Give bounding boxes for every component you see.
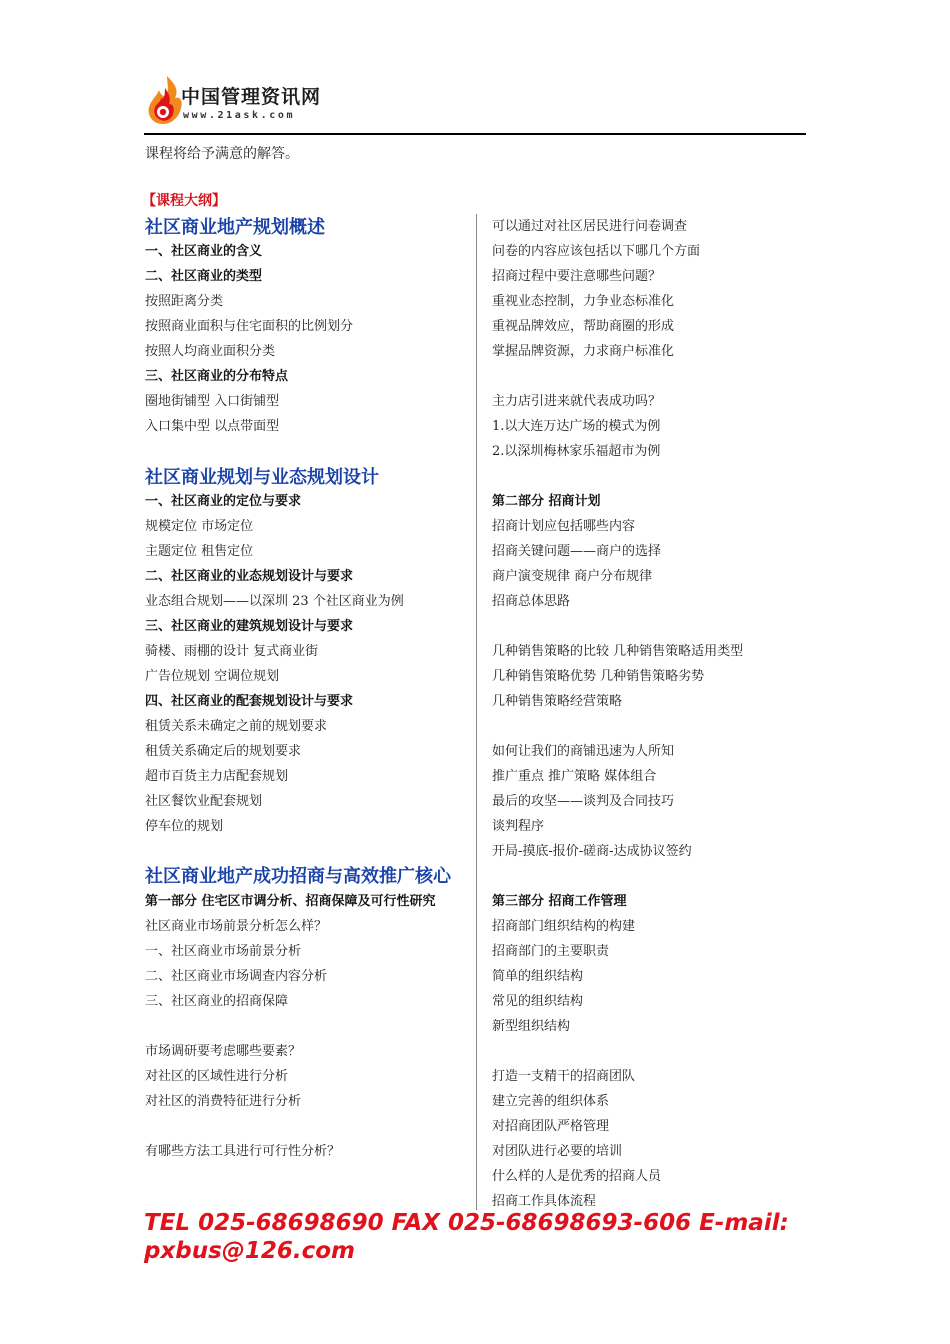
outline-item: 业态组合规划——以深圳 23 个社区商业为例 [145, 594, 404, 609]
outline-item: 新型组织结构 [492, 1019, 571, 1034]
outline-item: 租赁关系确定后的规划要求 [145, 744, 302, 759]
outline-item: 招商部门的主要职责 [492, 944, 610, 959]
logo-site-name: 中国管理资讯网 [181, 86, 322, 108]
spacer [145, 839, 463, 864]
subheading: 一、社区商业的含义 [145, 244, 263, 259]
outline-item: 市场调研要考虑哪些要素？ [145, 1044, 302, 1059]
outline-item: 规模定位 市场定位 [145, 519, 254, 534]
contact-footer: TEL 025-68698690 FAX 025-68698693-606 E-mail: pxbus@126.com [144, 1210, 789, 1264]
spacer [492, 714, 812, 739]
outline-item: 建立完善的组织体系 [492, 1094, 610, 1109]
outline-item: 招商总体思路 [492, 594, 571, 609]
spacer [492, 364, 812, 389]
subheading: 二、社区商业的类型 [145, 269, 263, 284]
outline-item: 问卷的内容应该包括以下哪几个方面 [492, 244, 701, 259]
outline-item: 最后的攻坚——谈判及合同技巧 [492, 794, 675, 809]
section-heading: 社区商业地产规划概述 [145, 217, 325, 238]
outline-item: 2.以深圳梅林家乐福超市为例 [492, 444, 661, 459]
outline-item: 掌握品牌资源，力求商户标准化 [492, 344, 675, 359]
outline-item: 几种销售策略优势 几种销售策略劣势 [492, 669, 705, 684]
spacer [492, 864, 812, 889]
outline-item: 租赁关系未确定之前的规划要求 [145, 719, 328, 734]
site-logo[interactable] [145, 74, 375, 132]
outline-item: 圈地街铺型 入口街铺型 [145, 394, 280, 409]
outline-item: 按照人均商业面积分类 [145, 344, 276, 359]
outline-item: 简单的组织结构 [492, 969, 584, 984]
subheading: 第一部分 住宅区市调分析、招商保障及可行性研究 [145, 894, 436, 909]
outline-left-column [145, 214, 463, 1164]
flame-logo-icon [145, 74, 185, 126]
outline-item: 推广重点 推广策略 媒体组合 [492, 769, 657, 784]
outline-item: 几种销售策略经营策略 [492, 694, 623, 709]
outline-item: 重视业态控制，力争业态标准化 [492, 294, 675, 309]
outline-item: 商户演变规律 商户分布规律 [492, 569, 653, 584]
outline-item: 停车位的规划 [145, 819, 224, 834]
outline-item: 谈判程序 [492, 819, 545, 834]
column-divider [476, 214, 477, 1210]
spacer [145, 1114, 463, 1139]
outline-item: 有哪些方法工具进行可行性分析？ [145, 1144, 341, 1159]
subheading: 第三部分 招商工作管理 [492, 894, 627, 909]
subheading: 二、社区商业的业态规划设计与要求 [145, 569, 354, 584]
outline-right-column [492, 214, 812, 1214]
outline-item: 一、社区商业市场前景分析 [145, 944, 302, 959]
outline-item: 主题定位 租售定位 [145, 544, 254, 559]
outline-item: 如何让我们的商铺迅速为人所知 [492, 744, 675, 759]
outline-item: 1.以大连万达广场的模式为例 [492, 419, 661, 434]
outline-item: 广告位规划 空调位规划 [145, 669, 280, 684]
outline-item: 社区餐饮业配套规划 [145, 794, 263, 809]
outline-item: 三、社区商业的招商保障 [145, 994, 289, 1009]
outline-item: 打造一支精干的招商团队 [492, 1069, 636, 1084]
outline-item: 什么样的人是优秀的招商人员 [492, 1169, 662, 1184]
spacer [145, 439, 463, 464]
outline-item: 二、社区商业市场调查内容分析 [145, 969, 328, 984]
subheading: 三、社区商业的分布特点 [145, 369, 289, 384]
outline-item: 招商工作具体流程 [492, 1194, 597, 1209]
outline-heading: 【课程大纲】 [142, 193, 226, 209]
outline-item: 常见的组织结构 [492, 994, 584, 1009]
outline-item: 主力店引进来就代表成功吗？ [492, 394, 662, 409]
outline-item: 对招商团队严格管理 [492, 1119, 610, 1134]
section-heading: 社区商业地产成功招商与高效推广核心 [145, 866, 451, 887]
outline-item: 超市百货主力店配套规划 [145, 769, 289, 784]
outline-item: 对团队进行必要的培训 [492, 1144, 623, 1159]
outline-item: 对社区的消费特征进行分析 [145, 1094, 302, 1109]
spacer [492, 464, 812, 489]
outline-item: 招商关键问题——商户的选择 [492, 544, 662, 559]
logo-site-url: www.21ask.com [183, 110, 296, 121]
intro-text: 课程将给予满意的解答。 [145, 146, 299, 162]
outline-item: 重视品牌效应，帮助商圈的形成 [492, 319, 675, 334]
section-heading: 社区商业规划与业态规划设计 [145, 467, 379, 488]
outline-item: 可以通过对社区居民进行问卷调查 [492, 219, 688, 234]
outline-item: 招商过程中要注意哪些问题？ [492, 269, 662, 284]
outline-item: 按照商业面积与住宅面积的比例划分 [145, 319, 354, 334]
outline-item: 开局-摸底-报价-磋商-达成协议签约 [492, 844, 692, 859]
outline-item: 招商计划应包括哪些内容 [492, 519, 636, 534]
spacer [145, 1014, 463, 1039]
spacer [492, 614, 812, 639]
outline-item: 对社区的区域性进行分析 [145, 1069, 289, 1084]
outline-item: 按照距离分类 [145, 294, 224, 309]
subheading: 一、社区商业的定位与要求 [145, 494, 302, 509]
header-divider [144, 133, 806, 135]
outline-item: 几种销售策略的比较 几种销售策略适用类型 [492, 644, 744, 659]
outline-item: 招商部门组织结构的构建 [492, 919, 636, 934]
outline-item: 社区商业市场前景分析怎么样？ [145, 919, 328, 934]
subheading: 三、社区商业的建筑规划设计与要求 [145, 619, 354, 634]
spacer [492, 1039, 812, 1064]
outline-item: 骑楼、雨棚的设计 复式商业街 [145, 644, 319, 659]
outline-item: 入口集中型 以点带面型 [145, 419, 280, 434]
subheading: 四、社区商业的配套规划设计与要求 [145, 694, 354, 709]
subheading: 第二部分 招商计划 [492, 494, 601, 509]
